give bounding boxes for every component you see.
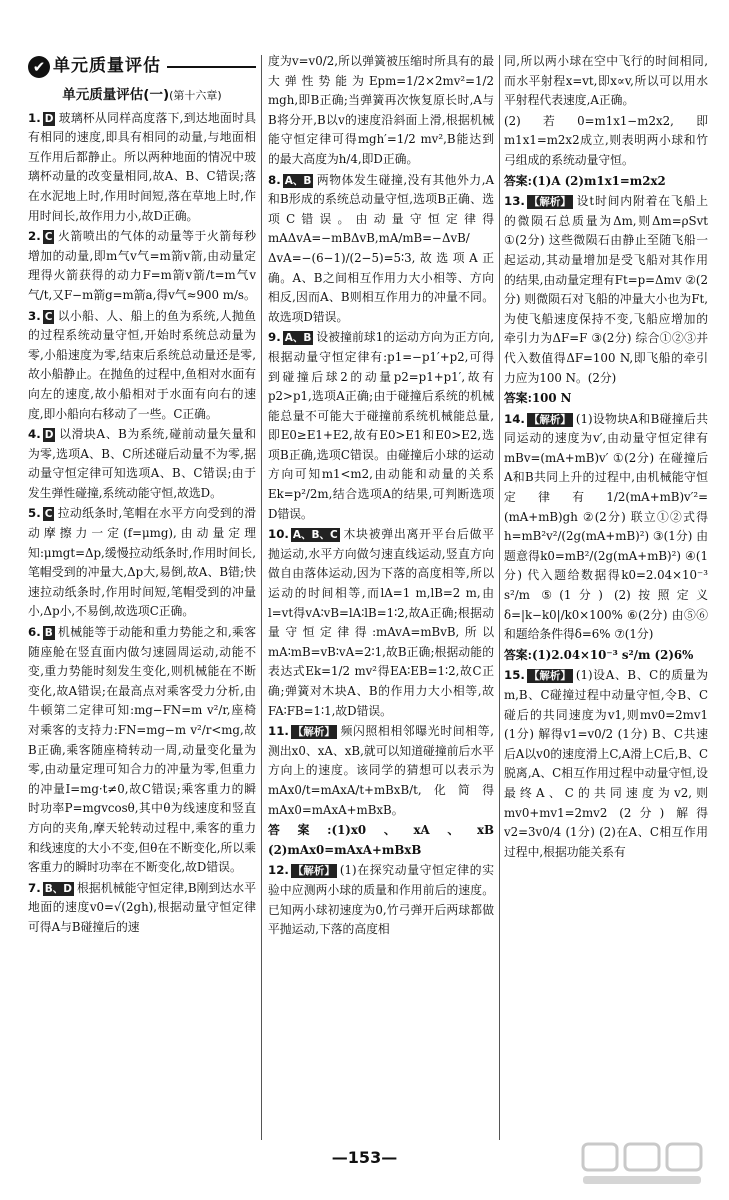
answer-tag: 【解析】	[528, 196, 571, 209]
item-text: 根据机械能守恒定律,B刚到达水平地面的速度v0=√(2gh),根据动量守恒定律可得A与B碰撞后的速	[28, 880, 256, 934]
watermark-logo-icon	[581, 1140, 711, 1188]
banner-title: 单元质量评估	[53, 56, 161, 77]
column-divider	[261, 55, 262, 1140]
item-text: (1)设物块A和B碰撞后共同运动的速度为v′,由动量守恒定律有mBv=(mA+mB)v′ ①(2分) 在碰撞后A和B共同上升的过程中,由机械能守恒定律有1/2(mA+mB)v′²=(mA+mB)gh ②(2分) 联立①②式得h=mB²v²/(2g(mA+mB)²) ③(1分) 由题意得k0=mB²/(2g(mA+mB)²) ④(1分) 代入题给数据得k0=2.04×10⁻³ s²/m ⑤(1分) (2)按照定义δ=|k−k0|/k0×100% ⑥(2分) 由⑤⑥和题给条件得δ=6% ⑦(1分)	[504, 411, 708, 642]
item-text: 频闪照相相邻曝光时间相等,测出x0、xA、xB,就可以知道碰撞前后水平方向上的速度。该同学的猜想可以表示为mAx0/t=mAxA/t+mBxB/t,化简得mAx0=mAxA+mBxB。	[268, 724, 494, 817]
item-text: 答案:(1)x0、xA、xB (2)mAx0=mAxA+mBxB	[268, 823, 494, 857]
item-number: 8.	[268, 172, 281, 187]
item-number: 9.	[268, 330, 281, 345]
item-number: 4.	[28, 427, 41, 442]
answer-item	[28, 879, 256, 938]
answer-item	[268, 722, 494, 820]
answer-tag: B	[44, 627, 53, 640]
answer-tag: B、D	[44, 882, 72, 895]
item-number: 6.	[28, 625, 41, 640]
answer-item	[268, 525, 494, 721]
answer-tag: D	[44, 112, 54, 125]
answer-item	[28, 227, 256, 305]
item-text: 答案:(1)A (2)m1x1=m2x2	[504, 173, 666, 188]
answer-item	[268, 861, 494, 939]
section-banner	[28, 52, 256, 82]
answer-tag: C	[44, 508, 53, 521]
answer-item	[268, 821, 494, 860]
answer-tag: 【解析】	[528, 413, 571, 426]
answer-item	[504, 112, 708, 171]
page-number: —153—	[331, 1148, 398, 1167]
item-text: 同,所以两小球在空中飞行的时间相同,而水平射程x=vt,即x∝v,所以可以用水平射程代表速度,A正确。	[504, 54, 708, 108]
answer-tag: C	[44, 231, 53, 244]
item-number: 3.	[28, 308, 41, 323]
answer-item	[504, 646, 708, 666]
item-text: 设被撞前球1的运动方向为正方向,根据动量守恒定律有:p1=−p1′+p2,可得到碰撞后球2的动量p2=p1+p1′,故有p2>p1,选项A正确;由于碰撞后系统的机械能总量不可能大于碰撞前系统机械能总量,即E0≥E1+E2,故有E0>E1和E0>E2,选项B正确,选项C错误。由碰撞后小球的运动方向可知m1<m2,由动能和动量的关系Ek=p²/2m,结合选项A的结果,可判断选项D错误。	[268, 330, 494, 521]
item-text: 答案:100 N	[504, 391, 572, 406]
subhead-title: 单元质量评估(一)	[62, 87, 170, 103]
item-text: 两物体发生碰撞,没有其他外力,A和B形成的系统总动量守恒,选项B正确、选项C错误。由动量守恒定律得mAΔvA=−mBΔvB,mA/mB=−ΔvB/ΔvA=−(6−1)/(2−5)=5∶3,故选项A正确。A、B之间相互作用力大小相等、方向相反,因而A、B则相互作用力的冲量不同。故选项D错误。	[268, 172, 494, 324]
item-text: (1)在探究动量守恒定律的实验中应测两小球的质量和作用前后的速度。已知两小球初速度为0,竹弓弹开后两球都做平抛运动,下落的高度相	[268, 863, 494, 937]
item-text: 木块被弹出离开平台后做平抛运动,水平方向做匀速直线运动,竖直方向做自由落体运动,因为下落的高度相等,所以运动的时间相等,而lA=1 m,lB=2 m,由l=vt得vA∶vB=lA∶lB=1∶2,故A正确;根据动量守恒定律得:mAvA=mBvB,所以mA∶mB=vB∶vA=2∶1,故B正确;根据动能的表达式Ek=1/2 mv²得EA∶EB=1∶2,故C正确;弹簧对木块A、B的作用力大小相等,故FA∶FB=1∶1,故D错误。	[268, 527, 494, 718]
answer-tag: A、B	[284, 174, 312, 187]
answer-tag: 【解析】	[528, 670, 571, 683]
answer-item	[268, 52, 494, 170]
item-number: 11.	[268, 724, 289, 739]
answer-item	[504, 52, 708, 111]
answer-tag: D	[44, 429, 54, 442]
column-middle-items	[268, 52, 494, 940]
banner-rule	[167, 66, 256, 68]
answer-item	[504, 666, 708, 862]
subhead	[28, 86, 256, 106]
item-text: 火箭喷出的气体的动量等于火箭每秒增加的动量,即m气v气=m箭v箭,由动量定理得火箭获得的动力F=m箭v箭/t=m气v气/t,又F−m箭g=m箭a,得v气≈900 m/s。	[28, 229, 256, 302]
item-number: 15.	[504, 668, 525, 683]
answer-item	[268, 171, 494, 328]
answer-item	[28, 623, 256, 878]
item-text: 以小船、人、船上的鱼为系统,人抛鱼的过程系统动量守恒,开始时系统总动量为零,小船速度为零,结束后系统总动量还是零,故小船静止。在抛鱼的过程中,鱼相对水面有向左的速度,故小船相对于水面有向右的速度,即小船向右移动了一些。C正确。	[28, 308, 256, 421]
answer-item	[268, 328, 494, 524]
column-middle	[268, 52, 494, 941]
item-text: 度为v=v0/2,所以弹簧被压缩时所具有的最大弹性势能为Epm=1/2×2mv²=1/2 mgh,即B正确;当弹簧再次恢复原长时,A与B将分开,B以v的速度沿斜面上滑,根据机械能守恒定律可得mgh′=1/2 mv²,B能达到的最大高度为h/4,即D正确。	[268, 54, 494, 166]
item-text: 设t时间内附着在飞船上的微陨石总质量为Δm,则Δm=ρSvt ①(2分) 这些微陨石由静止至随飞船一起运动,其动量增加是受飞船对其作用的结果,由动量定理有Ft=p=Δmv ②(2分) 则微陨石对飞船的冲量大小也为Ft,为使飞船速度保持不变,飞船应增加的牵引力为ΔF=F ③(2分) 综合①②③并代入数值得ΔF=100 N,即飞船的牵引力应为100 N。(2分)	[504, 194, 708, 385]
item-number: 1.	[28, 110, 41, 125]
item-number: 13.	[504, 194, 525, 209]
subhead-chapter: (第十六章)	[169, 89, 222, 102]
column-divider	[499, 55, 500, 1140]
answer-item	[28, 504, 256, 622]
item-text: 拉动纸条时,笔帽在水平方向受到的滑动摩擦力一定(f=μmg),由动量定理知:μmgt=Δp,缓慢拉动纸条时,作用时间长,笔帽受到的冲量大,Δp大,易倒,故A、B错;快速拉动纸条时,作用时间短,笔帽受到的冲量小,Δp小,不易倒,故选项C正确。	[28, 506, 256, 619]
answer-item	[504, 192, 708, 388]
answer-item	[504, 172, 708, 192]
answer-tag: 【解析】	[292, 726, 335, 739]
answer-item	[504, 410, 708, 645]
item-text: (1)设A、B、C的质量为m,B、C碰撞过程中动量守恒,令B、C碰后的共同速度为v1,则mv0=2mv1 (1分) 解得v1=v0/2 (1分) B、C共速后A以v0的速度滑上C,A滑上C后,B、C脱离,A、C相互作用过程中动量守恒,设最终A、C的共同速度为v2,则mv0+mv1=2mv2 (2分) 解得v2=3v0/4 (1分) (2)在A、C相互作用过程中,根据功能关系有	[504, 668, 708, 859]
answer-item	[504, 389, 708, 409]
item-number: 2.	[28, 229, 41, 244]
item-number: 10.	[268, 527, 289, 542]
answer-tag: A、B、C	[292, 529, 338, 542]
item-text: 答案:(1)2.04×10⁻³ s²/m (2)6%	[504, 647, 694, 662]
column-left-items	[28, 109, 256, 938]
answer-item	[28, 109, 256, 227]
column-right-items	[504, 52, 708, 862]
item-text: 机械能等于动能和重力势能之和,乘客随座舱在竖直面内做匀速圆周运动,动能不变,重力势能时刻发生变化,则机械能在不断变化,故A错误;在最高点对乘客受力分析,由牛顿第二定律可知:mg−FN=m v²/r,座椅对乘客的支持力:FN=mg−m v²/r<mg,故B正确,乘客随座椅转动一周,动量变化量为零,由动量定理可知合力的冲量为零,但重力的冲量I=mg·t≠0,故C错误;乘客重力的瞬时功率P=mgvcosθ,其中θ为线速度和竖直方向的夹角,摩天轮转动过程中,乘客的重力和线速度的大小不变,但θ在不断变化,所以乘客重力的瞬时功率在不断变化,故D错误。	[28, 625, 256, 875]
answer-item	[28, 307, 256, 425]
item-text: (2)若0=m1x1−m2x2,即m1x1=m2x2成立,则表明两小球和竹弓组成的系统动量守恒。	[504, 113, 708, 167]
answer-tag: C	[44, 310, 53, 323]
column-right	[504, 52, 708, 863]
item-text: 以滑块A、B为系统,碰前动量矢量和为零,选项A、B、C所述碰后动量不为零,据动量守恒定律可知选项A、B、C错误;由于发生弹性碰撞,系统动能守恒,故选D。	[28, 427, 256, 500]
answer-item	[28, 425, 256, 503]
answer-tag: 【解析】	[292, 865, 335, 878]
item-number: 14.	[504, 411, 525, 426]
item-number: 5.	[28, 506, 41, 521]
answer-tag: A、B	[284, 332, 312, 345]
item-number: 12.	[268, 863, 289, 878]
item-text: 玻璃杯从同样高度落下,到达地面时具有相同的速度,即具有相同的动量,与地面相互作用后都静止。所以两种地面的情况中玻璃杯动量的改变量相同,故A、B、C错误;落在水泥地上时,作用时间短,落在草地上时,作用时间长,故作用力小,故D正确。	[28, 110, 256, 223]
check-badge-icon: ✔	[28, 56, 50, 78]
item-number: 7.	[28, 880, 41, 895]
column-left	[28, 52, 256, 939]
